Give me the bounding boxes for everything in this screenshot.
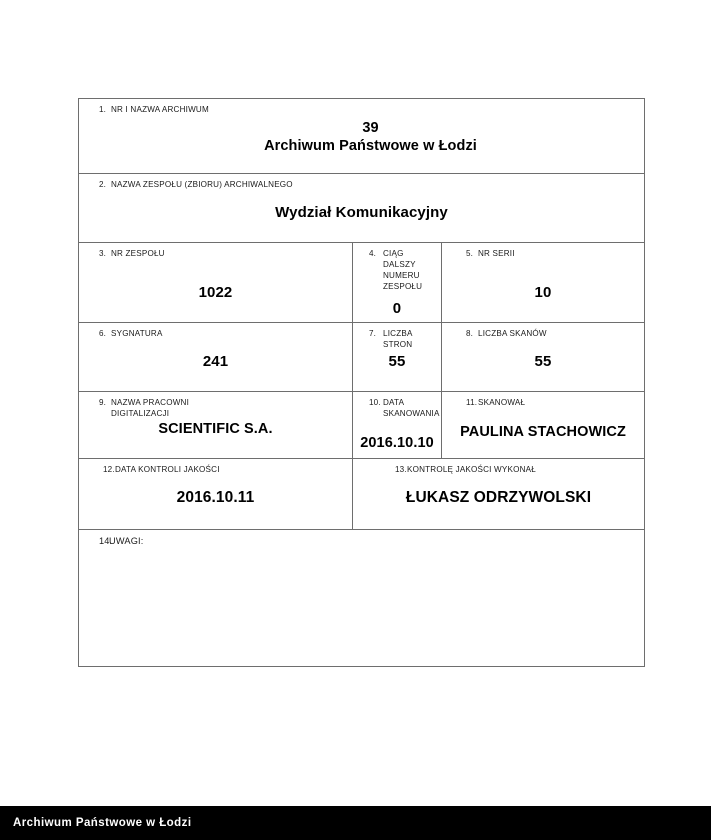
field-label-7: LICZBA STRON (383, 328, 413, 349)
caption-field-1 (85, 104, 638, 115)
caption-field-14 (85, 535, 638, 547)
caption-field-7 (359, 328, 435, 350)
cell-field-13 (353, 458, 645, 529)
cell-field-10 (353, 391, 442, 458)
cell-field-9 (79, 391, 353, 458)
cell-field-11 (442, 391, 645, 458)
field-label-3: NR ZESPOŁU (111, 249, 165, 258)
field-value-10: 2016.10.10 (360, 434, 434, 451)
cell-field-2 (79, 174, 645, 243)
field-value-12: 2016.10.11 (176, 489, 255, 507)
cell-field-1 (79, 99, 645, 174)
footer-label: Archiwum Państwowe w Łodzi (13, 817, 192, 829)
field-label-12: DATA KONTROLI JAKOŚCI (115, 464, 220, 474)
caption-field-8 (448, 328, 638, 339)
metric-table (78, 98, 645, 667)
field-label-6: SYGNATURA (111, 328, 163, 338)
field-label-2: NAZWA ZESPOŁU (ZBIORU) ARCHIWALNEGO (111, 180, 293, 189)
footer-bar (0, 806, 711, 840)
field-label-13: KONTROLĘ JAKOŚCI WYKONAŁ (407, 464, 536, 474)
field-value-1-line1: 39 (362, 120, 379, 136)
table-row-1 (79, 99, 645, 174)
field-number-9: 9. (99, 397, 107, 407)
field-value-3: 1022 (198, 284, 233, 301)
caption-field-6 (85, 328, 346, 339)
field-number-2: 2. (99, 180, 107, 189)
field-label-14: UWAGI: (109, 535, 144, 546)
field-number-4: 4. (369, 249, 377, 258)
field-label-5: NR SERII (478, 249, 515, 258)
caption-field-3 (85, 248, 346, 259)
field-number-3: 3. (99, 249, 107, 258)
cell-field-8 (442, 322, 645, 391)
caption-field-4 (359, 248, 435, 292)
cell-field-12 (79, 458, 353, 529)
field-number-14: 14. (99, 535, 113, 546)
field-label-10: DATA SKANOWANIA (383, 397, 440, 418)
field-number-10: 10. (369, 397, 381, 407)
field-number-1: 1. (99, 105, 107, 114)
table-row-6 (79, 458, 645, 529)
field-value-8: 55 (534, 353, 552, 370)
field-value-11: PAULINA STACHOWICZ (460, 423, 626, 440)
field-value-4: 0 (392, 300, 402, 317)
field-number-11: 11. (466, 397, 478, 407)
field-value-1-line2: Archiwum Państwowe w Łodzi (264, 138, 477, 155)
caption-field-9 (85, 397, 346, 419)
field-number-8: 8. (466, 328, 474, 338)
field-value-7: 55 (388, 353, 406, 370)
table-row-7 (79, 529, 645, 666)
table-row-2 (79, 174, 645, 243)
field-label-8: LICZBA SKANÓW (478, 328, 547, 338)
cell-field-5 (442, 243, 645, 323)
table-row-4 (79, 322, 645, 391)
field-number-6: 6. (99, 328, 107, 338)
caption-field-5 (448, 248, 638, 259)
field-value-6: 241 (202, 353, 229, 370)
field-value-5: 10 (534, 284, 552, 301)
field-number-7: 7. (369, 328, 377, 338)
caption-field-12 (85, 464, 346, 475)
field-value-9: SCIENTIFIC S.A. (158, 420, 273, 437)
field-number-13: 13. (395, 464, 407, 474)
table-row-3 (79, 243, 645, 323)
cell-field-14 (79, 529, 645, 666)
cell-field-4 (353, 243, 442, 323)
field-label-9: NAZWA PRACOWNI DIGITALIZACJI (111, 397, 190, 418)
cell-field-7 (353, 322, 442, 391)
caption-field-11 (448, 397, 638, 408)
field-label-1: NR I NAZWA ARCHIWUM (111, 105, 209, 114)
caption-field-2 (85, 179, 638, 190)
caption-field-10 (359, 397, 440, 419)
caption-field-13 (359, 464, 638, 475)
metric-sheet (78, 98, 644, 648)
cell-field-3 (79, 243, 353, 323)
field-value-2: Wydział Komunikacyjny (275, 204, 448, 221)
field-label-11: SKANOWAŁ (478, 397, 526, 407)
field-number-5: 5. (466, 249, 474, 258)
field-value-13: ŁUKASZ ODRZYWOLSKI (405, 489, 592, 507)
cell-field-6 (79, 322, 353, 391)
field-label-4: CIĄG DALSZY NUMERU ZESPOŁU (383, 249, 423, 291)
table-row-5 (79, 391, 645, 458)
field-number-12: 12. (103, 464, 115, 474)
